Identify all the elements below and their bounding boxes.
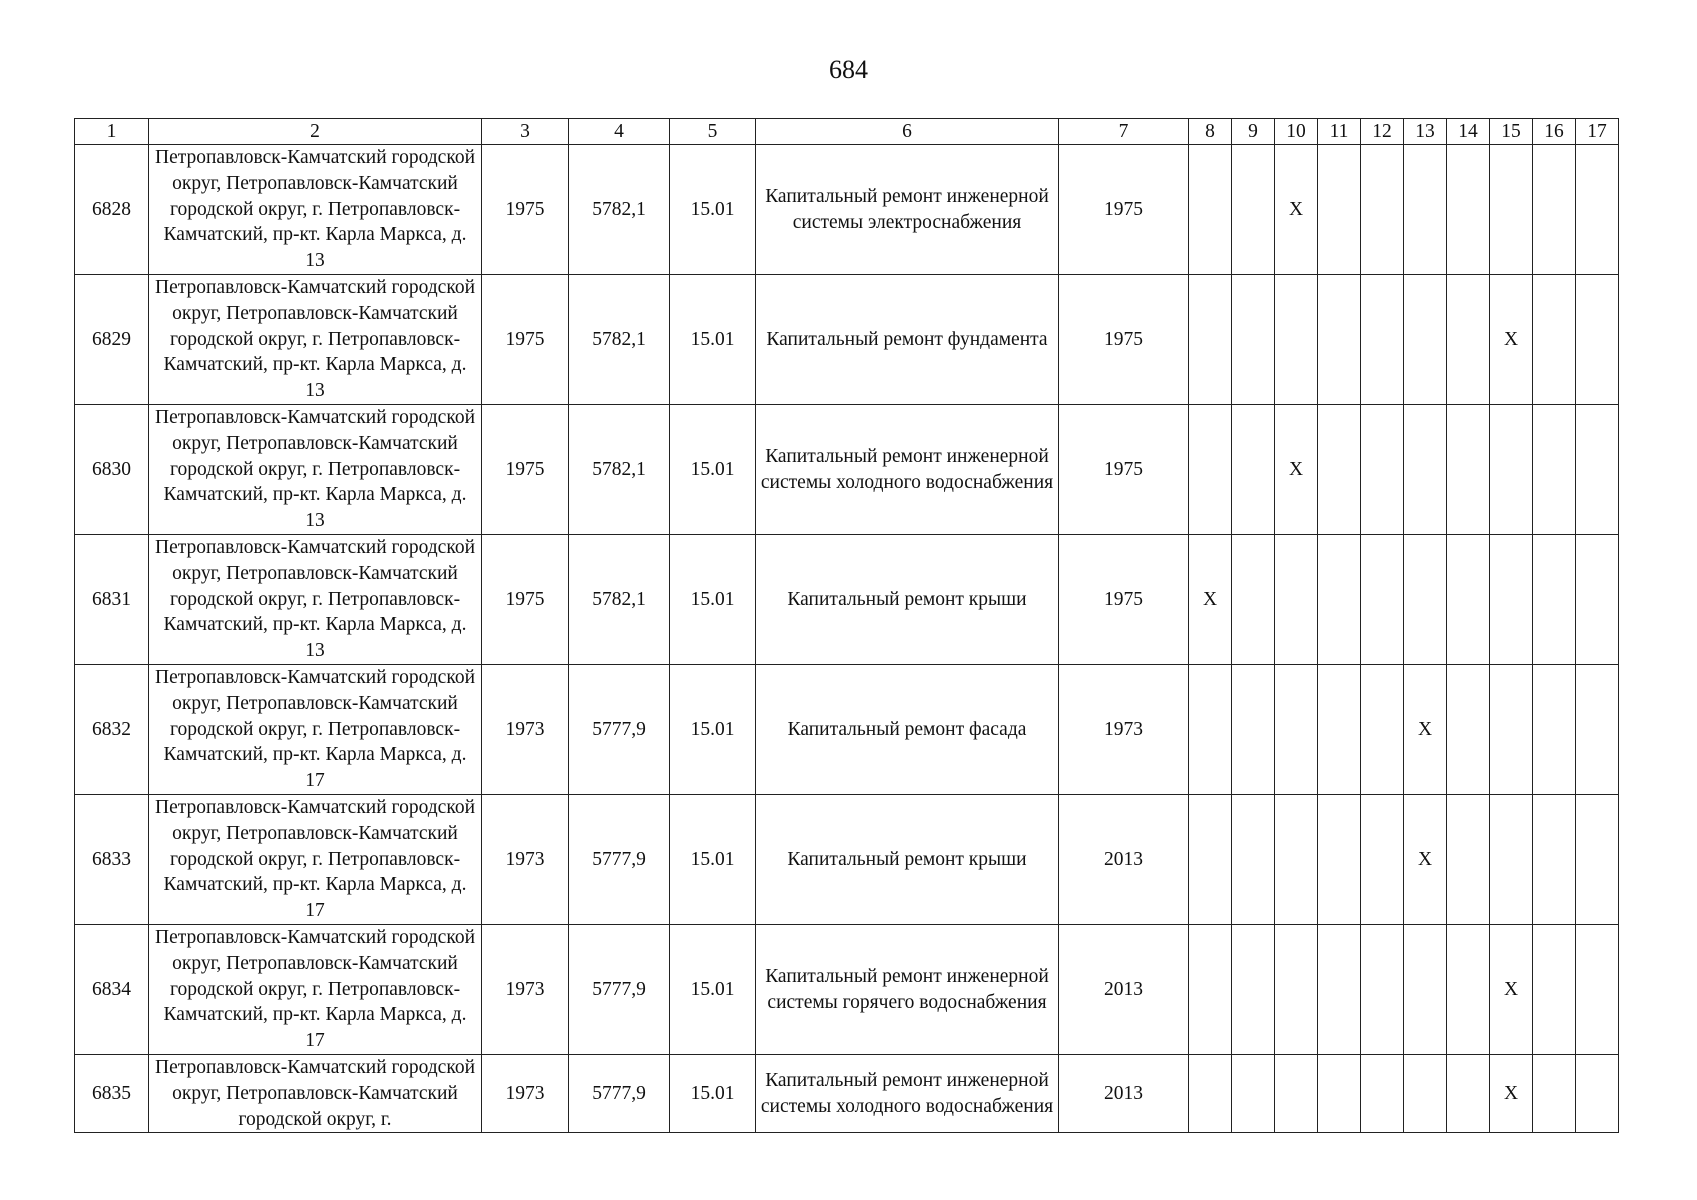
table-row <box>75 665 1619 795</box>
table-row <box>75 405 1619 535</box>
mark-cell-col-10 <box>1275 795 1318 925</box>
work-year-cell: 1973 <box>1059 665 1189 795</box>
mark-cell-col-10: X <box>1275 405 1318 535</box>
mark-cell-col-16 <box>1533 925 1576 1055</box>
code-cell: 15.01 <box>670 665 756 795</box>
mark-cell-col-12 <box>1361 1055 1404 1133</box>
mark-cell-col-17 <box>1576 145 1619 275</box>
mark-cell-col-8 <box>1189 795 1232 925</box>
mark-cell-col-12 <box>1361 275 1404 405</box>
column-header-9: 9 <box>1232 119 1275 145</box>
mark-cell-col-16 <box>1533 1055 1576 1133</box>
mark-cell-col-12 <box>1361 795 1404 925</box>
work-type-cell: Капитальный ремонт крыши <box>756 795 1059 925</box>
code-cell: 15.01 <box>670 275 756 405</box>
mark-cell-col-16 <box>1533 795 1576 925</box>
mark-cell-col-8 <box>1189 1055 1232 1133</box>
mark-cell-col-13 <box>1404 1055 1447 1133</box>
mark-cell-col-14 <box>1447 665 1490 795</box>
column-header-6: 6 <box>756 119 1059 145</box>
table-row <box>75 275 1619 405</box>
column-header-10: 10 <box>1275 119 1318 145</box>
mark-cell-col-14 <box>1447 145 1490 275</box>
record-number-cell: 6831 <box>75 535 149 665</box>
build-year-cell: 1975 <box>482 405 569 535</box>
mark-cell-col-16 <box>1533 535 1576 665</box>
capital-repair-table <box>74 118 1619 1133</box>
mark-cell-col-9 <box>1232 925 1275 1055</box>
work-type-cell: Капитальный ремонт инженерной системы электроснабжения <box>756 145 1059 275</box>
mark-cell-col-9 <box>1232 275 1275 405</box>
build-year-cell: 1973 <box>482 665 569 795</box>
column-header-4: 4 <box>569 119 670 145</box>
address-cell: Петропавловск-Камчатский городской округ, Петропавловск-Камчатский городской округ, г. Петропавловск-Камчатский, пр-кт. Карла Маркса, д. 17 <box>149 665 482 795</box>
record-number-cell: 6829 <box>75 275 149 405</box>
page-number: 684 <box>829 55 868 84</box>
address-cell: Петропавловск-Камчатский городской округ, Петропавловск-Камчатский городской округ, г. Петропавловск-Камчатский, пр-кт. Карла Маркса, д. 17 <box>149 925 482 1055</box>
mark-cell-col-12 <box>1361 145 1404 275</box>
column-header-11: 11 <box>1318 119 1361 145</box>
work-year-cell: 1975 <box>1059 275 1189 405</box>
address-cell: Петропавловск-Камчатский городской округ, Петропавловск-Камчатский городской округ, г. Петропавловск-Камчатский, пр-кт. Карла Маркса, д. 13 <box>149 275 482 405</box>
mark-cell-col-8 <box>1189 275 1232 405</box>
column-header-15: 15 <box>1490 119 1533 145</box>
table-row <box>75 1055 1619 1133</box>
mark-cell-col-14 <box>1447 795 1490 925</box>
mark-cell-col-9 <box>1232 665 1275 795</box>
mark-cell-col-8 <box>1189 405 1232 535</box>
code-cell: 15.01 <box>670 795 756 925</box>
mark-cell-col-14 <box>1447 275 1490 405</box>
mark-cell-col-9 <box>1232 145 1275 275</box>
column-header-1: 1 <box>75 119 149 145</box>
record-number-cell: 6835 <box>75 1055 149 1133</box>
table-row <box>75 795 1619 925</box>
address-cell: Петропавловск-Камчатский городской округ, Петропавловск-Камчатский городской округ, г. Петропавловск-Камчатский, пр-кт. Карла Маркса, д. 17 <box>149 795 482 925</box>
area-cell: 5777,9 <box>569 795 670 925</box>
mark-cell-col-8: X <box>1189 535 1232 665</box>
mark-cell-col-13: X <box>1404 665 1447 795</box>
column-number-row <box>75 119 1619 145</box>
mark-cell-col-15 <box>1490 145 1533 275</box>
record-number-cell: 6830 <box>75 405 149 535</box>
build-year-cell: 1973 <box>482 1055 569 1133</box>
code-cell: 15.01 <box>670 1055 756 1133</box>
record-number-cell: 6834 <box>75 925 149 1055</box>
work-year-cell: 2013 <box>1059 795 1189 925</box>
address-cell: Петропавловск-Камчатский городской округ, Петропавловск-Камчатский городской округ, г. Петропавловск-Камчатский, пр-кт. Карла Маркса, д. 13 <box>149 405 482 535</box>
mark-cell-col-10 <box>1275 535 1318 665</box>
mark-cell-col-16 <box>1533 145 1576 275</box>
mark-cell-col-16 <box>1533 665 1576 795</box>
area-cell: 5782,1 <box>569 275 670 405</box>
mark-cell-col-17 <box>1576 275 1619 405</box>
area-cell: 5777,9 <box>569 925 670 1055</box>
record-number-cell: 6833 <box>75 795 149 925</box>
work-type-cell: Капитальный ремонт фундамента <box>756 275 1059 405</box>
build-year-cell: 1973 <box>482 925 569 1055</box>
mark-cell-col-8 <box>1189 925 1232 1055</box>
code-cell: 15.01 <box>670 405 756 535</box>
mark-cell-col-10 <box>1275 1055 1318 1133</box>
mark-cell-col-13 <box>1404 275 1447 405</box>
mark-cell-col-17 <box>1576 535 1619 665</box>
mark-cell-col-15: X <box>1490 275 1533 405</box>
area-cell: 5782,1 <box>569 145 670 275</box>
mark-cell-col-13 <box>1404 145 1447 275</box>
column-header-5: 5 <box>670 119 756 145</box>
mark-cell-col-13: X <box>1404 795 1447 925</box>
build-year-cell: 1975 <box>482 535 569 665</box>
address-cell: Петропавловск-Камчатский городской округ, Петропавловск-Камчатский городской округ, г. <box>149 1055 482 1133</box>
mark-cell-col-17 <box>1576 1055 1619 1133</box>
record-number-cell: 6832 <box>75 665 149 795</box>
address-cell: Петропавловск-Камчатский городской округ, Петропавловск-Камчатский городской округ, г. Петропавловск-Камчатский, пр-кт. Карла Маркса, д. 13 <box>149 535 482 665</box>
mark-cell-col-10 <box>1275 925 1318 1055</box>
work-year-cell: 2013 <box>1059 925 1189 1055</box>
mark-cell-col-15: X <box>1490 925 1533 1055</box>
column-header-12: 12 <box>1361 119 1404 145</box>
work-type-cell: Капитальный ремонт фасада <box>756 665 1059 795</box>
build-year-cell: 1975 <box>482 145 569 275</box>
table-body <box>75 145 1619 1133</box>
work-type-cell: Капитальный ремонт инженерной системы горячего водоснабжения <box>756 925 1059 1055</box>
mark-cell-col-14 <box>1447 535 1490 665</box>
mark-cell-col-12 <box>1361 665 1404 795</box>
work-year-cell: 1975 <box>1059 405 1189 535</box>
mark-cell-col-11 <box>1318 405 1361 535</box>
work-year-cell: 1975 <box>1059 145 1189 275</box>
record-number-cell: 6828 <box>75 145 149 275</box>
column-header-7: 7 <box>1059 119 1189 145</box>
build-year-cell: 1975 <box>482 275 569 405</box>
column-header-8: 8 <box>1189 119 1232 145</box>
work-type-cell: Капитальный ремонт инженерной системы холодного водоснабжения <box>756 405 1059 535</box>
mark-cell-col-16 <box>1533 275 1576 405</box>
code-cell: 15.01 <box>670 925 756 1055</box>
mark-cell-col-13 <box>1404 535 1447 665</box>
mark-cell-col-10 <box>1275 665 1318 795</box>
work-year-cell: 2013 <box>1059 1055 1189 1133</box>
mark-cell-col-9 <box>1232 1055 1275 1133</box>
mark-cell-col-9 <box>1232 405 1275 535</box>
mark-cell-col-17 <box>1576 925 1619 1055</box>
table-row <box>75 535 1619 665</box>
mark-cell-col-11 <box>1318 275 1361 405</box>
area-cell: 5782,1 <box>569 535 670 665</box>
mark-cell-col-11 <box>1318 1055 1361 1133</box>
column-header-16: 16 <box>1533 119 1576 145</box>
mark-cell-col-17 <box>1576 665 1619 795</box>
mark-cell-col-14 <box>1447 405 1490 535</box>
build-year-cell: 1973 <box>482 795 569 925</box>
mark-cell-col-15 <box>1490 405 1533 535</box>
table-row <box>75 145 1619 275</box>
code-cell: 15.01 <box>670 145 756 275</box>
mark-cell-col-14 <box>1447 925 1490 1055</box>
mark-cell-col-12 <box>1361 925 1404 1055</box>
mark-cell-col-13 <box>1404 925 1447 1055</box>
mark-cell-col-13 <box>1404 405 1447 535</box>
mark-cell-col-17 <box>1576 795 1619 925</box>
area-cell: 5777,9 <box>569 665 670 795</box>
table-header <box>75 119 1619 145</box>
column-header-3: 3 <box>482 119 569 145</box>
column-header-17: 17 <box>1576 119 1619 145</box>
mark-cell-col-15 <box>1490 665 1533 795</box>
column-header-14: 14 <box>1447 119 1490 145</box>
column-header-2: 2 <box>149 119 482 145</box>
mark-cell-col-16 <box>1533 405 1576 535</box>
work-type-cell: Капитальный ремонт инженерной системы холодного водоснабжения <box>756 1055 1059 1133</box>
mark-cell-col-10 <box>1275 275 1318 405</box>
work-year-cell: 1975 <box>1059 535 1189 665</box>
mark-cell-col-9 <box>1232 795 1275 925</box>
mark-cell-col-8 <box>1189 665 1232 795</box>
area-cell: 5782,1 <box>569 405 670 535</box>
work-type-cell: Капитальный ремонт крыши <box>756 535 1059 665</box>
mark-cell-col-8 <box>1189 145 1232 275</box>
column-header-13: 13 <box>1404 119 1447 145</box>
mark-cell-col-11 <box>1318 665 1361 795</box>
mark-cell-col-15 <box>1490 795 1533 925</box>
mark-cell-col-11 <box>1318 795 1361 925</box>
code-cell: 15.01 <box>670 535 756 665</box>
mark-cell-col-11 <box>1318 925 1361 1055</box>
mark-cell-col-15: X <box>1490 1055 1533 1133</box>
mark-cell-col-11 <box>1318 145 1361 275</box>
mark-cell-col-11 <box>1318 535 1361 665</box>
table-row <box>75 925 1619 1055</box>
mark-cell-col-12 <box>1361 535 1404 665</box>
area-cell: 5777,9 <box>569 1055 670 1133</box>
mark-cell-col-12 <box>1361 405 1404 535</box>
mark-cell-col-9 <box>1232 535 1275 665</box>
address-cell: Петропавловск-Камчатский городской округ, Петропавловск-Камчатский городской округ, г. Петропавловск-Камчатский, пр-кт. Карла Маркса, д. 13 <box>149 145 482 275</box>
mark-cell-col-10: X <box>1275 145 1318 275</box>
mark-cell-col-17 <box>1576 405 1619 535</box>
mark-cell-col-14 <box>1447 1055 1490 1133</box>
mark-cell-col-15 <box>1490 535 1533 665</box>
